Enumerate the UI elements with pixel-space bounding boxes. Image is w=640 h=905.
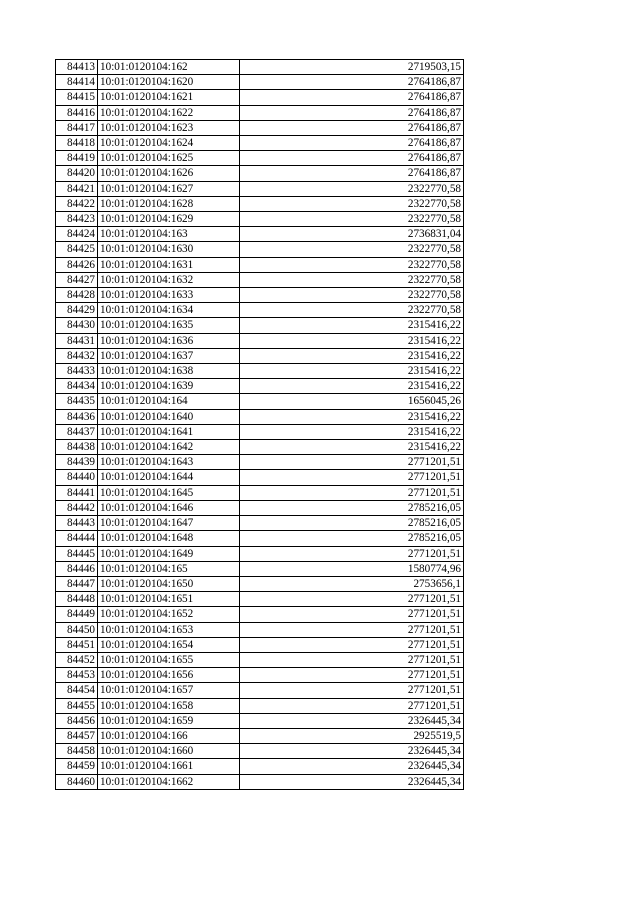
table-row [56,440,464,455]
cadastral-value-cell: 2771201,51 [240,683,464,698]
cadastral-number-cell: 10:01:0120104:1655 [98,652,240,667]
cadastral-number-cell: 10:01:0120104:1644 [98,470,240,485]
cadastral-number-cell: 10:01:0120104:1630 [98,242,240,257]
row-number-cell: 84423 [56,212,98,227]
row-number-cell: 84430 [56,318,98,333]
row-number-cell: 84414 [56,75,98,90]
table-row [56,470,464,485]
cadastral-value-cell: 2315416,22 [240,333,464,348]
row-number-cell: 84458 [56,744,98,759]
cadastral-value-cell: 2315416,22 [240,424,464,439]
row-number-cell: 84436 [56,409,98,424]
cadastral-value-cell: 2322770,58 [240,303,464,318]
table-row [56,455,464,470]
table-row [56,652,464,667]
cadastral-number-cell: 10:01:0120104:1652 [98,607,240,622]
cadastral-value-cell: 2315416,22 [240,318,464,333]
row-number-cell: 84451 [56,637,98,652]
cadastral-value-cell: 2771201,51 [240,622,464,637]
row-number-cell: 84432 [56,348,98,363]
cadastral-value-cell: 2764186,87 [240,75,464,90]
table-row [56,303,464,318]
cadastral-number-cell: 10:01:0120104:1634 [98,303,240,318]
table-row [56,105,464,120]
cadastral-number-cell: 10:01:0120104:1638 [98,364,240,379]
table-row [56,288,464,303]
table-row [56,561,464,576]
cadastral-number-cell: 10:01:0120104:165 [98,561,240,576]
row-number-cell: 84449 [56,607,98,622]
table-row [56,196,464,211]
table-row [56,728,464,743]
row-number-cell: 84453 [56,668,98,683]
table-row [56,516,464,531]
row-number-cell: 84450 [56,622,98,637]
table-row [56,318,464,333]
row-number-cell: 84419 [56,151,98,166]
cadastral-value-cell: 2315416,22 [240,440,464,455]
cadastral-number-cell: 10:01:0120104:162 [98,60,240,75]
row-number-cell: 84422 [56,196,98,211]
row-number-cell: 84427 [56,272,98,287]
table-row [56,242,464,257]
cadastral-number-cell: 10:01:0120104:1651 [98,592,240,607]
table-row [56,424,464,439]
table-row [56,698,464,713]
table-row [56,576,464,591]
cadastral-value-cell: 2771201,51 [240,637,464,652]
cadastral-value-cell: 2764186,87 [240,90,464,105]
table-row [56,75,464,90]
cadastral-number-cell: 10:01:0120104:1628 [98,196,240,211]
cadastral-number-cell: 10:01:0120104:1636 [98,333,240,348]
row-number-cell: 84445 [56,546,98,561]
table-row [56,379,464,394]
table-row [56,546,464,561]
cadastral-number-cell: 10:01:0120104:1650 [98,576,240,591]
cadastral-number-cell: 10:01:0120104:1649 [98,546,240,561]
cadastral-value-cell: 1656045,26 [240,394,464,409]
row-number-cell: 84455 [56,698,98,713]
table-row [56,744,464,759]
cadastral-value-cell: 2315416,22 [240,348,464,363]
cadastral-value-cell: 2322770,58 [240,212,464,227]
cadastral-number-cell: 10:01:0120104:1646 [98,500,240,515]
row-number-cell: 84456 [56,713,98,728]
table-row [56,683,464,698]
cadastral-number-cell: 10:01:0120104:1625 [98,151,240,166]
table-row [56,713,464,728]
row-number-cell: 84435 [56,394,98,409]
registry-table-body [56,60,464,790]
cadastral-number-cell: 10:01:0120104:1623 [98,120,240,135]
cadastral-value-cell: 2322770,58 [240,272,464,287]
cadastral-value-cell: 2925519,5 [240,728,464,743]
table-row [56,607,464,622]
cadastral-value-cell: 2785216,05 [240,531,464,546]
cadastral-number-cell: 10:01:0120104:1661 [98,759,240,774]
cadastral-number-cell: 10:01:0120104:1660 [98,744,240,759]
row-number-cell: 84425 [56,242,98,257]
table-row [56,120,464,135]
table-row [56,622,464,637]
cadastral-number-cell: 10:01:0120104:1629 [98,212,240,227]
cadastral-value-cell: 2764186,87 [240,166,464,181]
row-number-cell: 84421 [56,181,98,196]
cadastral-number-cell: 10:01:0120104:1639 [98,379,240,394]
row-number-cell: 84460 [56,774,98,789]
table-row [56,166,464,181]
cadastral-number-cell: 10:01:0120104:1637 [98,348,240,363]
cadastral-number-cell: 10:01:0120104:1657 [98,683,240,698]
cadastral-number-cell: 10:01:0120104:1640 [98,409,240,424]
cadastral-value-cell: 2771201,51 [240,455,464,470]
cadastral-number-cell: 10:01:0120104:1643 [98,455,240,470]
table-row [56,637,464,652]
row-number-cell: 84437 [56,424,98,439]
table-row [56,212,464,227]
row-number-cell: 84440 [56,470,98,485]
row-number-cell: 84415 [56,90,98,105]
table-row [56,485,464,500]
cadastral-value-cell: 2764186,87 [240,136,464,151]
row-number-cell: 84446 [56,561,98,576]
table-row [56,500,464,515]
row-number-cell: 84429 [56,303,98,318]
table-row [56,151,464,166]
cadastral-number-cell: 10:01:0120104:1635 [98,318,240,333]
cadastral-number-cell: 10:01:0120104:1659 [98,713,240,728]
table-row [56,136,464,151]
row-number-cell: 84424 [56,227,98,242]
cadastral-value-cell: 2785216,05 [240,500,464,515]
row-number-cell: 84444 [56,531,98,546]
cadastral-value-cell: 2764186,87 [240,120,464,135]
cadastral-value-cell: 2771201,51 [240,485,464,500]
table-row [56,272,464,287]
cadastral-number-cell: 10:01:0120104:1658 [98,698,240,713]
table-row [56,348,464,363]
cadastral-number-cell: 10:01:0120104:1648 [98,531,240,546]
cadastral-value-cell: 2322770,58 [240,288,464,303]
cadastral-number-cell: 10:01:0120104:1645 [98,485,240,500]
cadastral-number-cell: 10:01:0120104:1642 [98,440,240,455]
cadastral-value-cell: 2315416,22 [240,409,464,424]
cadastral-number-cell: 10:01:0120104:1631 [98,257,240,272]
row-number-cell: 84431 [56,333,98,348]
table-row [56,364,464,379]
row-number-cell: 84441 [56,485,98,500]
cadastral-value-cell: 2764186,87 [240,151,464,166]
cadastral-number-cell: 10:01:0120104:1654 [98,637,240,652]
row-number-cell: 84433 [56,364,98,379]
row-number-cell: 84439 [56,455,98,470]
cadastral-value-cell: 2753656,1 [240,576,464,591]
table-row [56,333,464,348]
table-row [56,668,464,683]
cadastral-number-cell: 10:01:0120104:1641 [98,424,240,439]
row-number-cell: 84434 [56,379,98,394]
cadastral-value-cell: 2315416,22 [240,379,464,394]
cadastral-number-cell: 10:01:0120104:1633 [98,288,240,303]
cadastral-value-cell: 2771201,51 [240,668,464,683]
row-number-cell: 84428 [56,288,98,303]
table-row [56,227,464,242]
cadastral-number-cell: 10:01:0120104:1627 [98,181,240,196]
row-number-cell: 84438 [56,440,98,455]
row-number-cell: 84417 [56,120,98,135]
row-number-cell: 84448 [56,592,98,607]
cadastral-number-cell: 10:01:0120104:1626 [98,166,240,181]
cadastral-value-cell: 2771201,51 [240,698,464,713]
cadastral-value-cell: 2785216,05 [240,516,464,531]
table-row [56,60,464,75]
row-number-cell: 84454 [56,683,98,698]
cadastral-value-cell: 2771201,51 [240,652,464,667]
row-number-cell: 84442 [56,500,98,515]
cadastral-number-cell: 10:01:0120104:1653 [98,622,240,637]
cadastral-value-cell: 2764186,87 [240,105,464,120]
cadastral-value-cell: 2322770,58 [240,257,464,272]
cadastral-value-cell: 2326445,34 [240,744,464,759]
cadastral-number-cell: 10:01:0120104:1620 [98,75,240,90]
table-row [56,531,464,546]
row-number-cell: 84457 [56,728,98,743]
row-number-cell: 84416 [56,105,98,120]
table-row [56,592,464,607]
cadastral-value-cell: 2736831,04 [240,227,464,242]
table-row [56,257,464,272]
cadastral-value-cell: 2322770,58 [240,196,464,211]
cadastral-value-cell: 1580774,96 [240,561,464,576]
row-number-cell: 84420 [56,166,98,181]
table-row [56,181,464,196]
table-row [56,759,464,774]
row-number-cell: 84459 [56,759,98,774]
cadastral-number-cell: 10:01:0120104:163 [98,227,240,242]
cadastral-value-cell: 2771201,51 [240,470,464,485]
row-number-cell: 84447 [56,576,98,591]
row-number-cell: 84413 [56,60,98,75]
cadastral-number-cell: 10:01:0120104:1632 [98,272,240,287]
cadastral-value-cell: 2326445,34 [240,774,464,789]
cadastral-number-cell: 10:01:0120104:1621 [98,90,240,105]
table-row [56,394,464,409]
cadastral-value-cell: 2322770,58 [240,242,464,257]
cadastral-value-cell: 2771201,51 [240,592,464,607]
row-number-cell: 84426 [56,257,98,272]
cadastral-value-cell: 2322770,58 [240,181,464,196]
cadastral-number-cell: 10:01:0120104:1624 [98,136,240,151]
cadastral-value-cell: 2771201,51 [240,546,464,561]
cadastral-value-cell: 2315416,22 [240,364,464,379]
cadastral-number-cell: 10:01:0120104:1656 [98,668,240,683]
cadastral-number-cell: 10:01:0120104:166 [98,728,240,743]
cadastral-number-cell: 10:01:0120104:1662 [98,774,240,789]
cadastral-number-cell: 10:01:0120104:164 [98,394,240,409]
cadastral-value-cell: 2326445,34 [240,713,464,728]
row-number-cell: 84418 [56,136,98,151]
table-row [56,774,464,789]
table-row [56,90,464,105]
row-number-cell: 84443 [56,516,98,531]
row-number-cell: 84452 [56,652,98,667]
cadastral-value-cell: 2771201,51 [240,607,464,622]
cadastral-value-cell: 2326445,34 [240,759,464,774]
registry-table [55,59,464,790]
table-row [56,409,464,424]
cadastral-number-cell: 10:01:0120104:1647 [98,516,240,531]
cadastral-value-cell: 2719503,15 [240,60,464,75]
cadastral-number-cell: 10:01:0120104:1622 [98,105,240,120]
